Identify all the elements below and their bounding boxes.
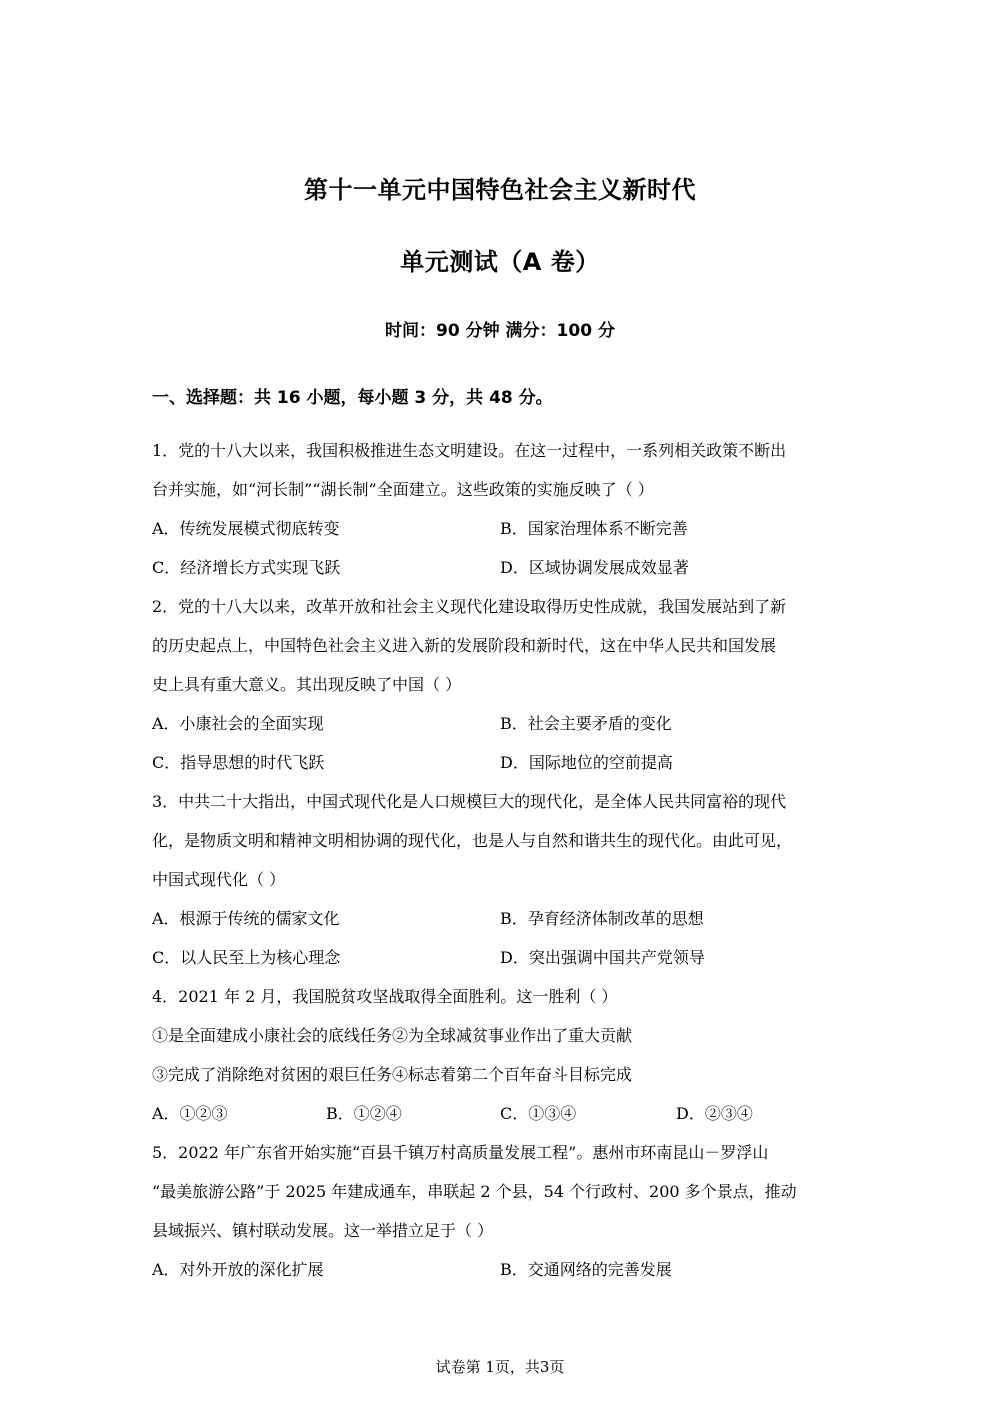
question-4-option-c: C．①③④	[500, 1104, 577, 1123]
question-4-option-b: B．①②④	[326, 1104, 402, 1123]
question-3-line-3: 中国式现代化（ ）	[152, 870, 286, 889]
question-2-option-c: C．指导思想的时代飞跃	[152, 753, 325, 772]
question-1-line-1: 1．党的十八大以来，我国积极推进生态文明建设。在这一过程中，一系列相关政策不断出	[152, 441, 787, 460]
question-1-option-a: A．传统发展模式彻底转变	[152, 519, 340, 538]
question-4-line-1: 4．2021 年 2 月，我国脱贫攻坚战取得全面胜利。这一胜利（ ）	[152, 987, 618, 1006]
question-4-option-d: D．②③④	[676, 1104, 753, 1123]
unit-title: 第十一单元中国特色社会主义新时代	[304, 176, 696, 204]
test-subtitle: 单元测试（A 卷）	[400, 248, 600, 276]
question-3-option-b: B．孕育经济体制改革的思想	[500, 909, 704, 928]
question-1-line-2: 台并实施，如“河长制”“湖长制”全面建立。这些政策的实施反映了（ ）	[152, 480, 654, 499]
question-3-option-c: C．以人民至上为核心理念	[152, 948, 341, 967]
question-1-option-c: C．经济增长方式实现飞跃	[152, 558, 341, 577]
time-score-info: 时间：90 分钟 满分：100 分	[385, 321, 615, 341]
question-2-option-d: D．国际地位的空前提高	[500, 753, 673, 772]
question-4-line-2: ①是全面建成小康社会的底线任务②为全球减贫事业作出了重大贡献	[152, 1026, 633, 1045]
question-2-option-b: B．社会主要矛盾的变化	[500, 714, 672, 733]
question-2-line-3: 史上具有重大意义。其出现反映了中国（ ）	[152, 675, 462, 694]
question-2-line-1: 2．党的十八大以来，改革开放和社会主义现代化建设取得历史性成就，我国发展站到了新	[152, 597, 787, 616]
question-5-line-3: 县域振兴、镇村联动发展。这一举措立足于（ ）	[152, 1221, 494, 1240]
question-3-line-2: 化，是物质文明和精神文明相协调的现代化，也是人与自然和谐共生的现代化。由此可见，	[152, 831, 793, 850]
question-2-line-2: 的历史起点上，中国特色社会主义进入新的发展阶段和新时代，这在中华人民共和国发展	[152, 636, 777, 655]
section-heading: 一、选择题：共 16 小题，每小题 3 分，共 48 分。	[152, 388, 553, 408]
question-3-option-d: D．突出强调中国共产党领导	[500, 948, 705, 967]
question-2-option-a: A．小康社会的全面实现	[152, 714, 324, 733]
question-5-line-2: “最美旅游公路”于 2025 年建成通车，串联起 2 个县，54 个行政村、200 多个景点，推动	[152, 1182, 797, 1201]
question-3-option-a: A．根源于传统的儒家文化	[152, 909, 340, 928]
question-1-option-d: D．区域协调发展成效显著	[500, 558, 689, 577]
question-5-option-a: A．对外开放的深化扩展	[152, 1260, 324, 1279]
question-4-option-a: A．①②③	[152, 1104, 228, 1123]
page-footer: 试卷第 1页，共3页	[435, 1358, 565, 1376]
question-4-line-3: ③完成了消除绝对贫困的艰巨任务④标志着第二个百年奋斗目标完成	[152, 1065, 633, 1084]
question-5-option-b: B．交通网络的完善发展	[500, 1260, 672, 1279]
question-5-line-1: 5．2022 年广东省开始实施“百县千镇万村高质量发展工程”。惠州市环南昆山－罗浮山	[152, 1143, 769, 1162]
question-1-option-b: B．国家治理体系不断完善	[500, 519, 688, 538]
question-3-line-1: 3．中共二十大指出，中国式现代化是人口规模巨大的现代化，是全体人民共同富裕的现代	[152, 792, 787, 811]
